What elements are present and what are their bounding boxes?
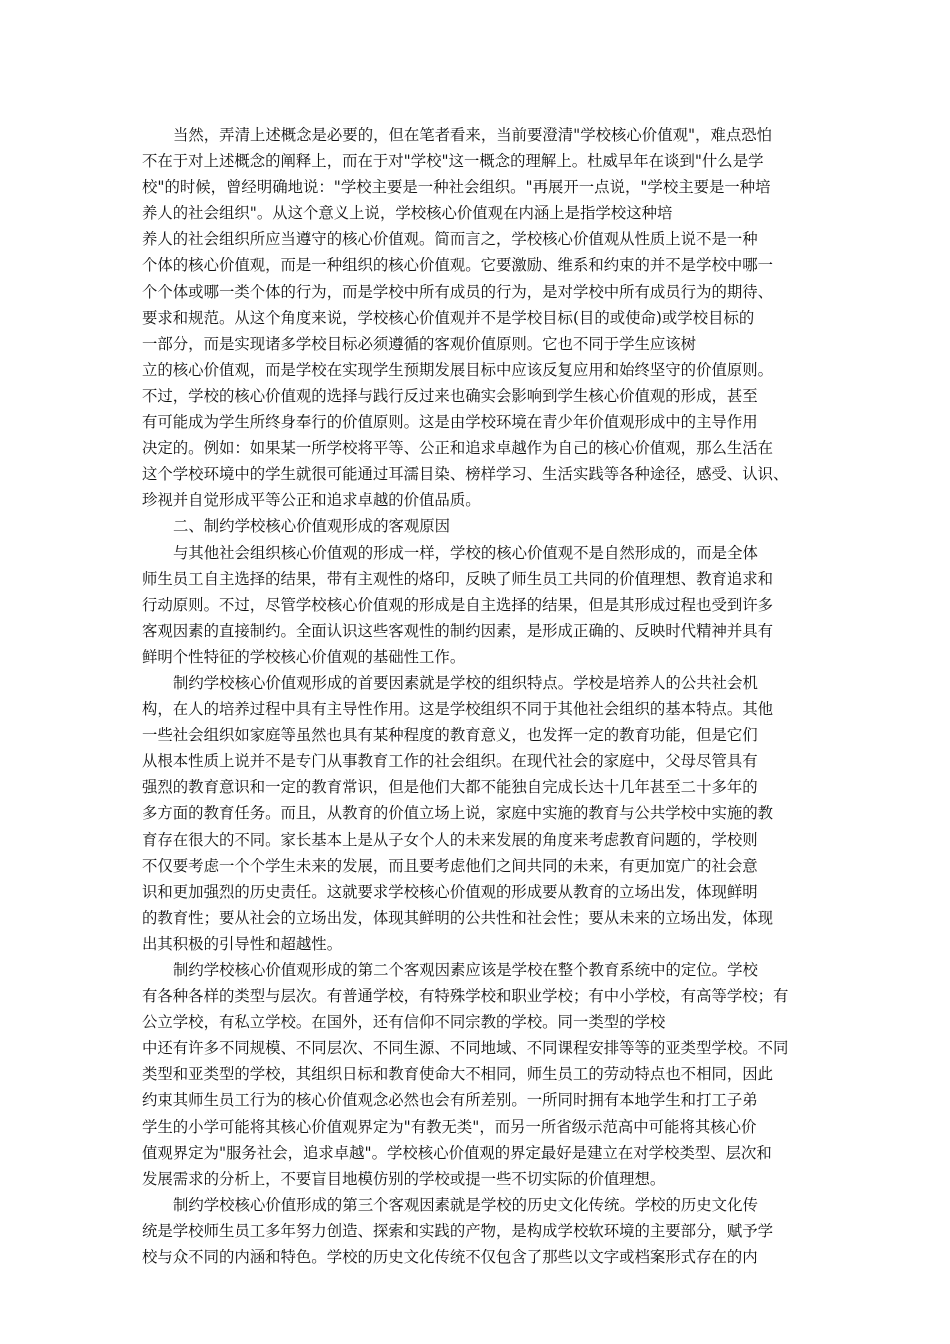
- paragraph-line: 立的核心价值观，而是学校在实现学生预期发展目标中应该反复应用和始终坚守的价值原则。: [142, 360, 774, 379]
- paragraph-line: 不过，学校的核心价值观的选择与践行反过来也确实会影响到学生核心价值观的形成，甚至: [142, 386, 758, 405]
- paragraph-line: 师生员工自主选择的结果，带有主观性的烙印，反映了师生员工共同的价值理想、教育追求和: [142, 569, 774, 588]
- paragraph-line: 养人的社会组织"。从这个意义上说，学校核心价值观在内涵上是指学校这种培: [142, 204, 673, 223]
- paragraph-first-line: 当然，弄清上述概念是必要的，但在笔者看来，当前要澄清"学校核心价值观"，难点恐怕: [173, 126, 773, 144]
- paragraph-line: 个个体或哪一类个体的行为，而是学校中所有成员的行为，是对学校中所有成员行为的期待、: [142, 282, 774, 301]
- paragraph-line: 强烈的教育意识和一定的教育常识，但是他们大都不能独自完成长达十几年甚至二十多年的: [142, 778, 758, 797]
- paragraph-line: 客观因素的直接制约。全面认识这些客观性的制约因素，是形成正确的、反映时代精神并具有: [142, 621, 774, 640]
- paragraph-line: 学生的小学可能将其核心价值观界定为"有教无类"，而另一所省级示范高中可能将其核心价: [142, 1117, 757, 1136]
- paragraph-first-line: 与其他社会组织核心价值观的形成一样，学校的核心价值观不是自然形成的，而是全体: [173, 543, 758, 562]
- paragraph-line: 珍视并自觉形成平等公正和追求卓越的价值品质。: [142, 491, 481, 510]
- paragraph-first-line: 制约学校核心价值观形成的第二个客观因素应该是学校在整个教育系统中的定位。学校: [173, 961, 758, 979]
- paragraph-line: 统是学校师生员工多年努力创造、探索和实践的产物，是构成学校软环境的主要部分，赋予学: [142, 1221, 774, 1240]
- paragraph-line: 中还有许多不同规模、不同层次、不同生源、不同地域、不同课程安排等等的亚类型学校。不同: [142, 1039, 789, 1058]
- paragraph-line: 养人的社会组织所应当遵守的核心价值观。简而言之，学校核心价值观从性质上说不是一种: [142, 230, 758, 249]
- paragraph-line: 有可能成为学生所终身奉行的价值原则。这是由学校环境在青少年价值观形成中的主导作用: [142, 413, 758, 432]
- paragraph-line: 这个学校环境中的学生就很可能通过耳濡目染、榜样学习、生活实践等各种途径，感受、认识、: [142, 465, 789, 484]
- paragraph-first-line: 制约学校核心价值观形成的首要因素就是学校的组织特点。学校是培养人的公共社会机: [173, 673, 758, 692]
- paragraph-first-line: 制约学校核心价值形成的第三个客观因素就是学校的历史文化传统。学校的历史文化传: [173, 1195, 758, 1214]
- paragraph-line: 从根本性质上说并不是专门从事教育工作的社会组织。在现代社会的家庭中，父母尽管具有: [142, 752, 758, 771]
- paragraph-line: 类型和亚类型的学校，其组织日标和教育使命大不相同，师生员工的劳动特点也不相同，因此: [142, 1065, 774, 1084]
- paragraph-line: 一部分，而是实现诸多学校目标必须遵循的客观价值原则。它也不同于学生应该树: [142, 334, 697, 353]
- paragraph-line: 校"的时候，曾经明确地说："学校主要是一种社会组织。"再展开一点说，"学校主要是一种培: [142, 178, 771, 197]
- paragraph-line: 构，在人的培养过程中具有主导性作用。这是学校组织不同于其他社会组织的基本特点。其他: [142, 700, 774, 719]
- paragraph-line: 鲜明个性特征的学校核心价值观的基础性工作。: [142, 647, 466, 666]
- paragraph-line: 决定的。例如：如果某一所学校将平等、公正和追求卓越作为自己的核心价值观，那么生活在: [142, 439, 774, 458]
- paragraph-line: 的教育性；要从社会的立场出发，体现其鲜明的公共性和社会性；要从未来的立场出发，体现: [142, 908, 774, 927]
- paragraph-line: 值观界定为"服务社会，追求卓越"。学校核心价值观的界定最好是建立在对学校类型、层次和: [142, 1143, 772, 1162]
- paragraph-line: 不仅要考虑一个个学生未来的发展，而且要考虑他们之间共同的未来，有更加宽广的社会意: [142, 856, 758, 875]
- paragraph-line: 育存在很大的不同。家长基本上是从子女个人的未来发展的角度来考虑教育问题的，学校则: [142, 830, 758, 849]
- paragraph-line: 识和更加强烈的历史责任。这就要求学校核心价值观的形成要从教育的立场出发，体现鲜明: [142, 882, 758, 901]
- paragraph-line: 校与众不同的内涵和特色。学校的历史文化传统不仅包含了那些以文字或档案形式存在的内: [142, 1248, 758, 1267]
- paragraph-first-line: 二、制约学校核心价值观形成的客观原因: [173, 517, 451, 536]
- paragraph-line: 要求和规范。从这个角度来说，学校核心价值观并不是学校目标(目的或使命)或学校目标的: [142, 308, 755, 327]
- paragraph-line: 行动原则。不过，尽管学校核心价值观的形成是自主选择的结果，但是其形成过程也受到许多: [142, 595, 774, 614]
- paragraph-line: 多方面的教育任务。而且，从教育的价值立场上说，家庭中实施的教育与公共学校中实施的教: [142, 804, 774, 823]
- paragraph-line: 公立学校，有私立学校。在国外，还有信仰不同宗教的学校。同一类型的学校: [142, 1013, 666, 1032]
- paragraph-line: 个体的核心价值观，而是一种组织的核心价值观。它要激励、维系和约束的并不是学校中哪一: [142, 256, 774, 275]
- paragraph-line: 约束其师生员工行为的核心价值观念必然也会有所差别。一所同时拥有本地学生和打工子弟: [142, 1091, 758, 1110]
- paragraph-line: 不在于对上述概念的阐释上，而在于对"学校"这一概念的理解上。杜威早年在谈到"什么是学: [142, 152, 764, 171]
- document-page: [142, 122, 814, 1270]
- paragraph-line: 出其积极的引导性和超越性。: [142, 934, 343, 953]
- paragraph-line: 有各种各样的类型与层次。有普通学校，有特殊学校和职业学校；有中小学校，有高等学校；有: [142, 987, 789, 1006]
- paragraph-line: 发展需求的分析上，不要盲目地模仿别的学校或提一些不切实际的价值理想。: [142, 1169, 666, 1188]
- paragraph-line: 一些社会组织如家庭等虽然也具有某种程度的教育意义，也发挥一定的教育功能，但是它们: [142, 726, 758, 745]
